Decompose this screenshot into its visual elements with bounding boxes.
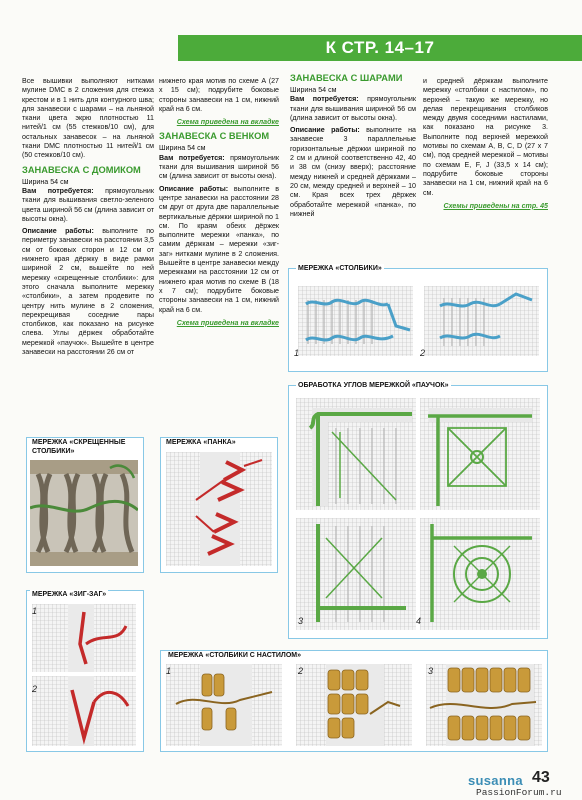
nastil-illustration-3: [426, 664, 542, 746]
text-column-1: [22, 77, 154, 360]
watermark-text: PassionForum.ru: [476, 787, 562, 798]
page-banner: К СТР. 14–17: [178, 35, 582, 61]
zigzag-illustration-1: [32, 604, 136, 672]
figure-number: 3: [298, 616, 304, 626]
figure-title-nastil: МЕРЕЖКА «СТОЛБИКИ С НАСТИЛОМ»: [168, 652, 302, 659]
nastil-illustration-1: [166, 664, 282, 746]
text-column-2: [159, 77, 279, 328]
figure-number: 1: [32, 606, 38, 616]
work-paragraph: Описание работы: выполните по периметру занавески на расстоянии 3,5 см от боковых сторон и 12 см от нижнего края дёржку в виде рамки шириной 2 см, вышейте по ней мережку «скрещенные столбики»: для этого сначала выполните мережку «столбики», а затем продевите по центру нить мулине в 2 сложения, перекрещивая соседние пары столбиков, как показано на рисунке слева. Углы дёржек обработайте мережкой «паучок». Вышейте в центре занавески на расстоянии 26 см от: [22, 227, 154, 357]
figure-number: 1: [294, 348, 300, 358]
figure-number: 2: [298, 666, 304, 676]
width-text: Ширина 54 см: [22, 177, 69, 186]
figure-number: 1: [166, 666, 172, 676]
section-heading-wreath: ЗАНАВЕСКА С ВЕНКОМ: [159, 131, 270, 142]
corners-illustration-4: [420, 518, 540, 630]
width-text: Ширина 54 см: [159, 144, 206, 153]
continuation-paragraph: нижнего края мотив по схеме А (27 x 15 см); подрубите боковые стороны занавески на 1 см, нижний край на 6 см.: [159, 77, 279, 113]
figure-title-panka: МЕРЕЖКА «ПАНКА»: [166, 439, 236, 446]
figure-number: 2: [420, 348, 426, 358]
materials-paragraph: Вам потребуется: прямоугольник ткани для вышивания шириной 56 см (длина зависит от высоты окна).: [290, 95, 416, 122]
corners-illustration-1: [296, 398, 416, 510]
corners-illustration-3: [296, 518, 416, 630]
work-paragraph: Описание работы: выполните на занавеске 3 параллельные горизонтальные дёржки шириной по 2 см и длиной соответственно 42, 40 и 38 см (снизу вверх); расстояние между нижней и средней дёржками – 20 см, между средней и верхней – 10 см. Края всех трех дёржек обработайте мережкой «панка», по нижней: [290, 126, 416, 218]
page-number: 43: [532, 769, 550, 786]
text-column-3: [290, 72, 416, 222]
nastil-illustration-2: [296, 664, 412, 746]
figure-number: 2: [32, 684, 38, 694]
figure-title-zigzag: МЕРЕЖКА «ЗИГ-ЗАГ»: [32, 591, 107, 598]
intro-paragraph: Все вышивки выполняют нитками мулине DMC в 2 сложения для стежка крестом и в 1 нить для контурного шва; для занавески с шарами – на льняной ткани цвета экрю плотностью 11 нитей/1 см (55 стежков/10 см), для остальных занавесок – на льняной ткани DMC плотностью 11 нитей/1 см (50 стежков/10 см).: [22, 77, 154, 160]
schemes-reference-link[interactable]: Схема приведена на вкладке: [176, 118, 279, 127]
panka-illustration: [166, 452, 272, 566]
figure-number: 4: [416, 616, 422, 626]
text-column-4: [423, 77, 548, 211]
figure-title-stolbiki: МЕРЕЖКА «СТОЛБИКИ»: [298, 265, 382, 272]
stolbiki-illustration-2: [424, 286, 539, 356]
section-heading-balls: ЗАНАВЕСКА С ШАРАМИ: [290, 73, 403, 83]
schemes-reference-link[interactable]: Схемы приведены на стр. 45: [443, 201, 548, 210]
corners-illustration-2: [420, 398, 540, 510]
stolbiki-illustration-1: [298, 286, 413, 356]
crossed-stolbiki-illustration: [30, 460, 138, 566]
width-text: Ширина 54 см: [290, 86, 337, 94]
figure-title-crossed: СТОЛБИКИ»: [32, 448, 75, 455]
materials-paragraph: Вам потребуется: прямоугольник ткани для вышивания светло-зеленого цвета шириной 56 см (длина зависит от высоты окна).: [22, 186, 154, 223]
figure-number: 3: [428, 666, 434, 676]
work-paragraph: Описание работы: выполните в центре занавески на расстоянии 28 см друг от друга две параллельные вертикальные дёржки шириной по 1 см. По краям обеих дёржек выполните мережки «панка», по самим дёржкам – мережки «зиг-заг» нитками мулине в 2 сложения. Вышейте в центре занавески между мережками на расстоянии 12 см от нижнего края мотив по схеме В (18 x 7 см); подрубите боковые стороны занавески на 1 см, нижний край на 6 см.: [159, 184, 280, 314]
section-heading-house: ЗАНАВЕСКА С ДОМИКОМ: [22, 164, 141, 175]
zigzag-illustration-2: [32, 676, 136, 746]
materials-paragraph: Вам потребуется: прямоугольник ткани для вышивания шириной 56 см (длина зависит от высоты окна).: [159, 153, 279, 181]
figure-title-crossed: МЕРЕЖКА «СКРЕЩЕННЫЕ: [32, 439, 126, 446]
magazine-brand: susanna: [468, 773, 523, 788]
figure-title-corners: ОБРАБОТКА УГЛОВ МЕРЕЖКОЙ «ПАУЧОК»: [298, 382, 449, 389]
continuation-paragraph: и средней дёржкам выполните мережку «столбики с настилом», по верхней – такую же мережку, но делая перекрещивания столбиков между двумя соседними настилами, как показано на рисунке 3. Выполните под верхней мережкой мотивы по схемам А, В, С, D (27 x 7 см), под средней мережкой – мотивы по схемам Е, F, J (33,5 x 14 см); подрубите боковые стороны занавески на 1 см, нижний край на 6 см.: [423, 77, 548, 197]
schemes-reference-link[interactable]: Схема приведена на вкладке: [176, 318, 279, 327]
